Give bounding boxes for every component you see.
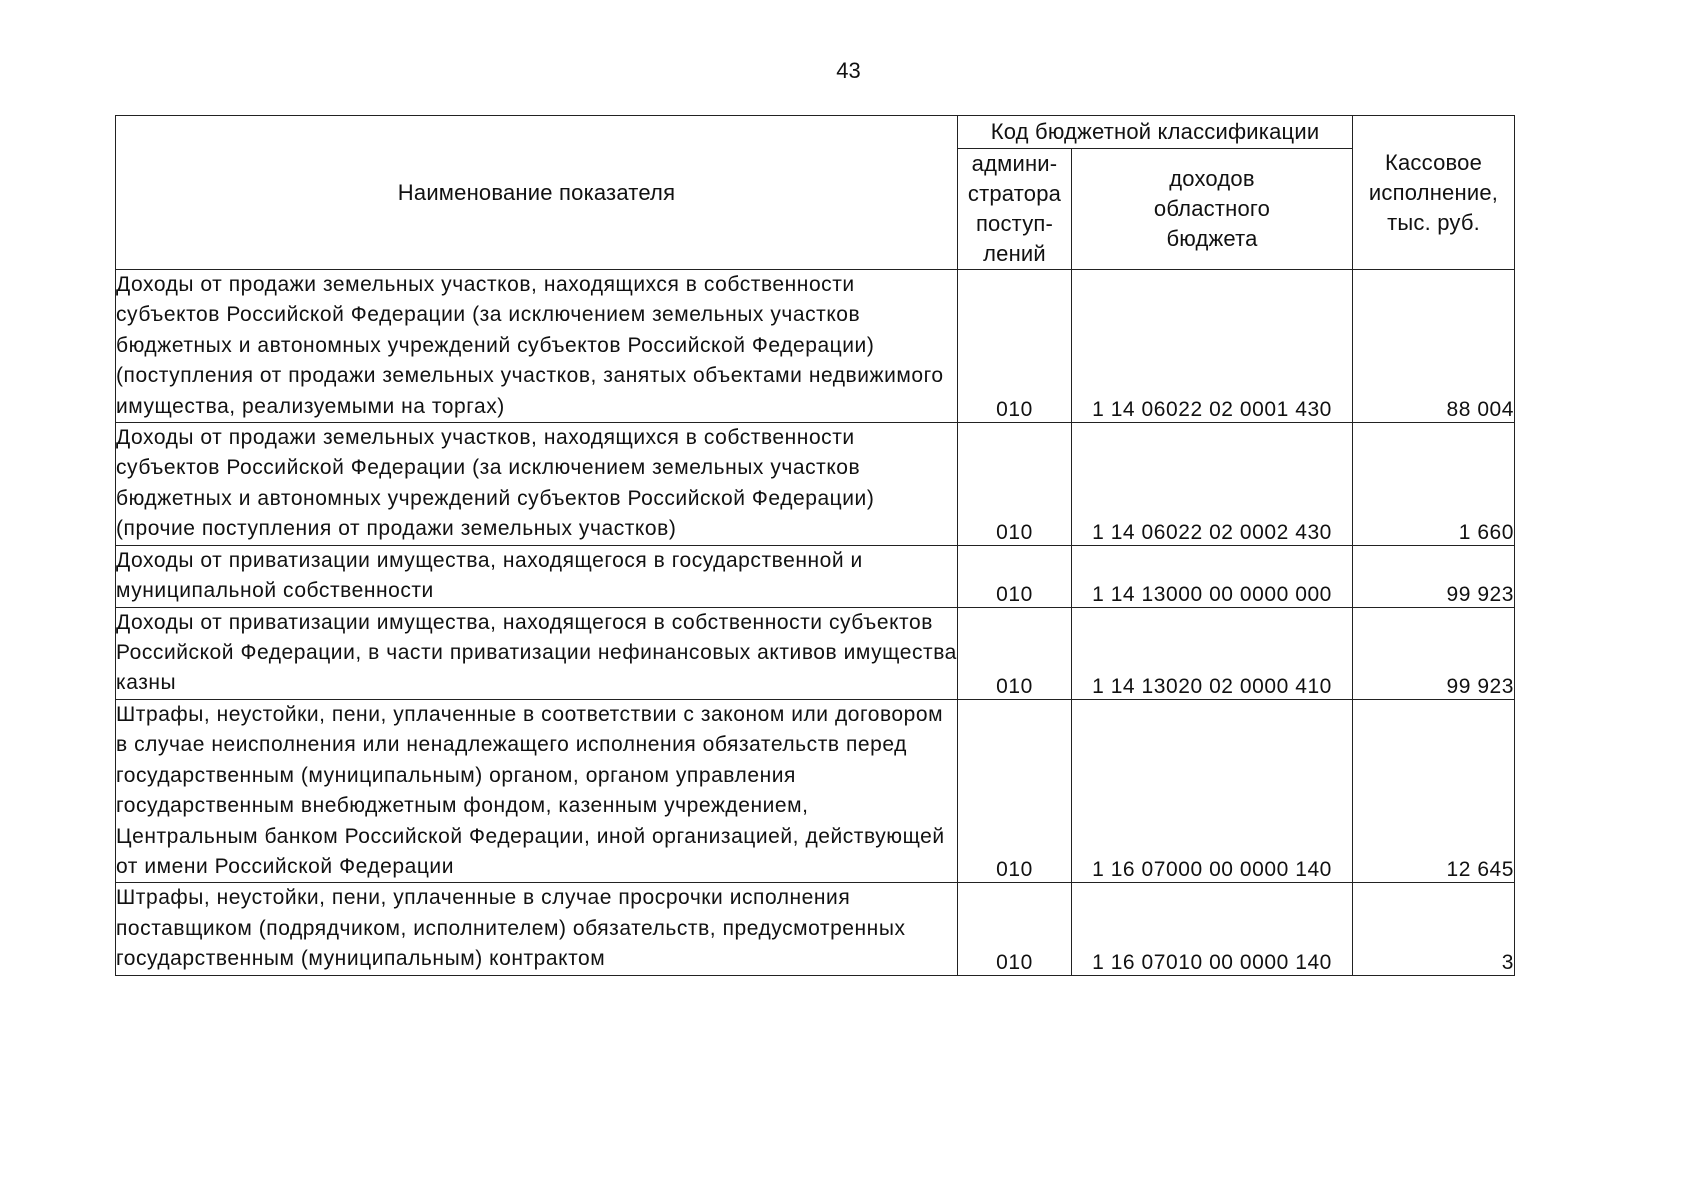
table-row	[116, 423, 1515, 546]
row-amount: 99 923	[1353, 607, 1515, 699]
row-amount: 88 004	[1353, 270, 1515, 423]
table-header	[116, 116, 1515, 270]
row-amount: 12 645	[1353, 699, 1515, 882]
header-indicator-name: Наименование показателя	[116, 116, 958, 270]
table-row	[116, 607, 1515, 699]
row-amount: 3	[1353, 883, 1515, 975]
table-row	[116, 883, 1515, 975]
row-indicator-name: Штрафы, неустойки, пени, уплаченные в случае просрочки исполнения поставщиком (подрядчиком, исполнителем) обязательств, предусмотренных государственным (муниципальным) контрактом	[116, 883, 958, 975]
header-regional-budget-revenue: доходов областного бюджета	[1072, 149, 1353, 270]
row-indicator-name: Доходы от продажи земельных участков, находящихся в собственности субъектов Российской Федерации (за исключением земельных участков бюджетных и автономных учреждений субъектов Российской Федерации) (поступления от продажи земельных участков, занятых объектами недвижимого имущества, реализуемыми на торгах)	[116, 270, 958, 423]
header-budget-classification-code: Код бюджетной классификации	[958, 116, 1353, 149]
page-number: 43	[836, 58, 861, 83]
row-administrator-code: 010	[958, 883, 1072, 975]
table-row	[116, 545, 1515, 607]
row-budget-code: 1 14 13000 00 0000 000	[1072, 545, 1353, 607]
row-budget-code: 1 14 13020 02 0000 410	[1072, 607, 1353, 699]
row-indicator-name: Доходы от приватизации имущества, находящегося в собственности субъектов Российской Федерации, в части приватизации нефинансовых активов имущества казны	[116, 607, 958, 699]
row-indicator-name: Доходы от продажи земельных участков, находящихся в собственности субъектов Российской Федерации (за исключением земельных участков бюджетных и автономных учреждений субъектов Российской Федерации) (прочие поступления от продажи земельных участков)	[116, 423, 958, 546]
table-row	[116, 699, 1515, 882]
budget-revenue-table	[115, 115, 1515, 976]
row-administrator-code: 010	[958, 423, 1072, 546]
row-amount: 1 660	[1353, 423, 1515, 546]
table-body	[116, 270, 1515, 976]
row-indicator-name: Штрафы, неустойки, пени, уплаченные в соответствии с законом или договором в случае неисполнения или ненадлежащего исполнения обязательств перед государственным (муниципальным) органом, органом управления государственным внебюджетным фондом, казенным учреждением, Центральным банком Российской Федерации, иной организацией, действующей от имени Российской Федерации	[116, 699, 958, 882]
row-administrator-code: 010	[958, 270, 1072, 423]
header-revenue-administrator: админи- стратора поступ- лений	[958, 149, 1072, 270]
row-budget-code: 1 14 06022 02 0001 430	[1072, 270, 1353, 423]
row-administrator-code: 010	[958, 607, 1072, 699]
row-amount: 99 923	[1353, 545, 1515, 607]
header-cash-execution: Кассовое исполнение, тыс. руб.	[1353, 116, 1515, 270]
row-budget-code: 1 16 07000 00 0000 140	[1072, 699, 1353, 882]
row-budget-code: 1 16 07010 00 0000 140	[1072, 883, 1353, 975]
table-row	[116, 270, 1515, 423]
row-administrator-code: 010	[958, 545, 1072, 607]
row-administrator-code: 010	[958, 699, 1072, 882]
row-indicator-name: Доходы от приватизации имущества, находящегося в государственной и муниципальной собственности	[116, 545, 958, 607]
row-budget-code: 1 14 06022 02 0002 430	[1072, 423, 1353, 546]
